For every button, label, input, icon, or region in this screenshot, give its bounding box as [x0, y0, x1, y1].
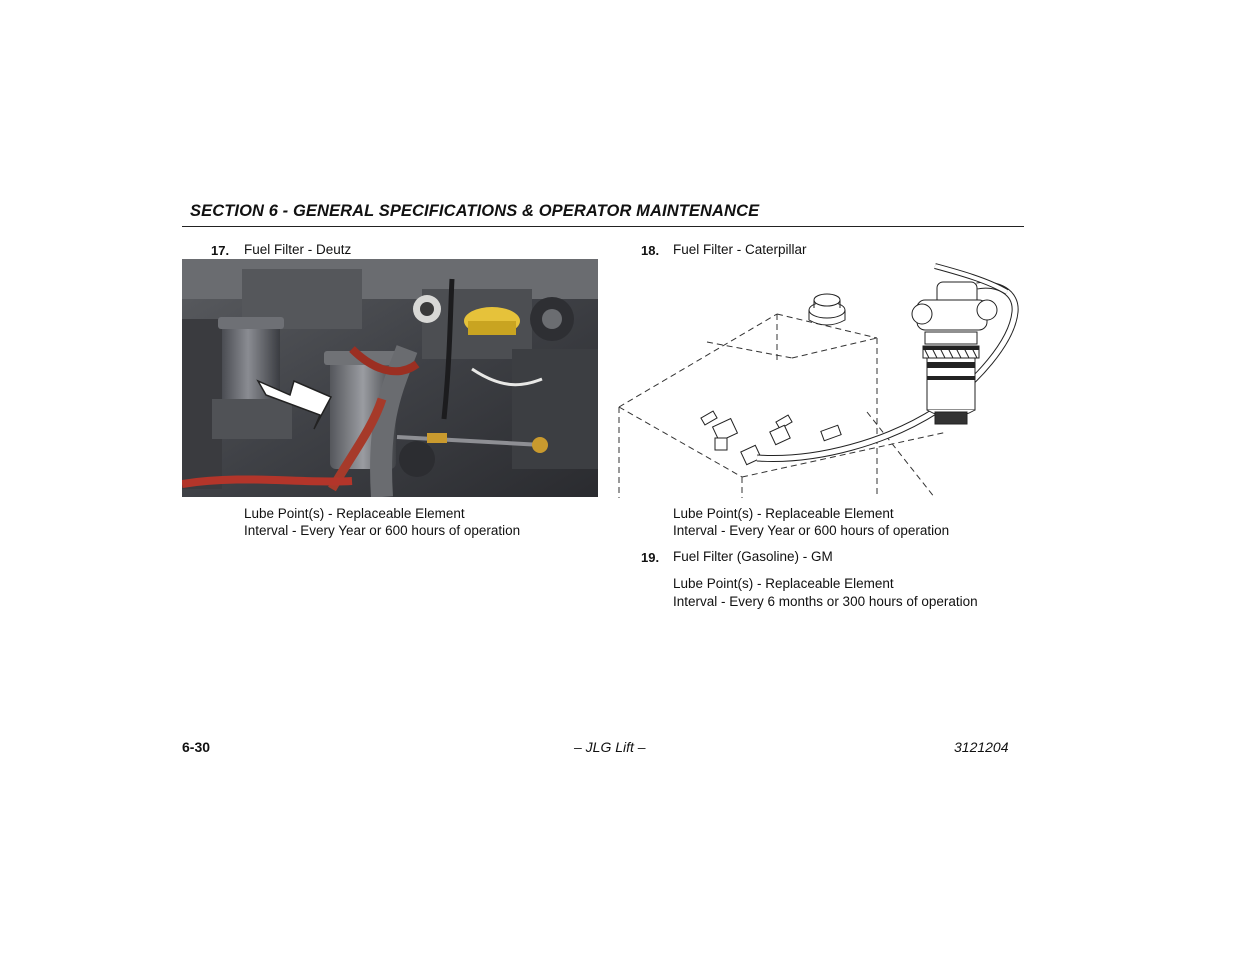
section-title: SECTION 6 - GENERAL SPECIFICATIONS & OPERATOR MAINTENANCE	[190, 202, 760, 220]
item-17-number: 17.	[211, 243, 230, 258]
caterpillar-fuel-filter-diagram	[617, 262, 1027, 498]
deutz-fuel-filter-photo	[182, 259, 598, 497]
item-18-title: Fuel Filter - Caterpillar	[673, 242, 807, 257]
item-19-lube-points: Lube Point(s) - Replaceable Element	[673, 576, 894, 591]
item-18-number: 18.	[641, 243, 660, 258]
item-19-interval: Interval - Every 6 months or 300 hours of operation	[673, 594, 978, 609]
item-18-lube-points: Lube Point(s) - Replaceable Element	[673, 506, 894, 521]
header-rule	[182, 226, 1024, 227]
item-17-lube-points: Lube Point(s) - Replaceable Element	[244, 506, 465, 521]
item-17-interval: Interval - Every Year or 600 hours of operation	[244, 523, 521, 538]
document-number: 3121204	[954, 739, 1009, 755]
item-19-number: 19.	[641, 550, 660, 565]
item-18-interval: Interval - Every Year or 600 hours of operation	[673, 523, 950, 538]
publisher-footer: – JLG Lift –	[574, 739, 646, 755]
item-17-title: Fuel Filter - Deutz	[244, 242, 352, 257]
item-19-title: Fuel Filter (Gasoline) - GM	[673, 549, 833, 564]
page-number: 6-30	[182, 739, 211, 755]
